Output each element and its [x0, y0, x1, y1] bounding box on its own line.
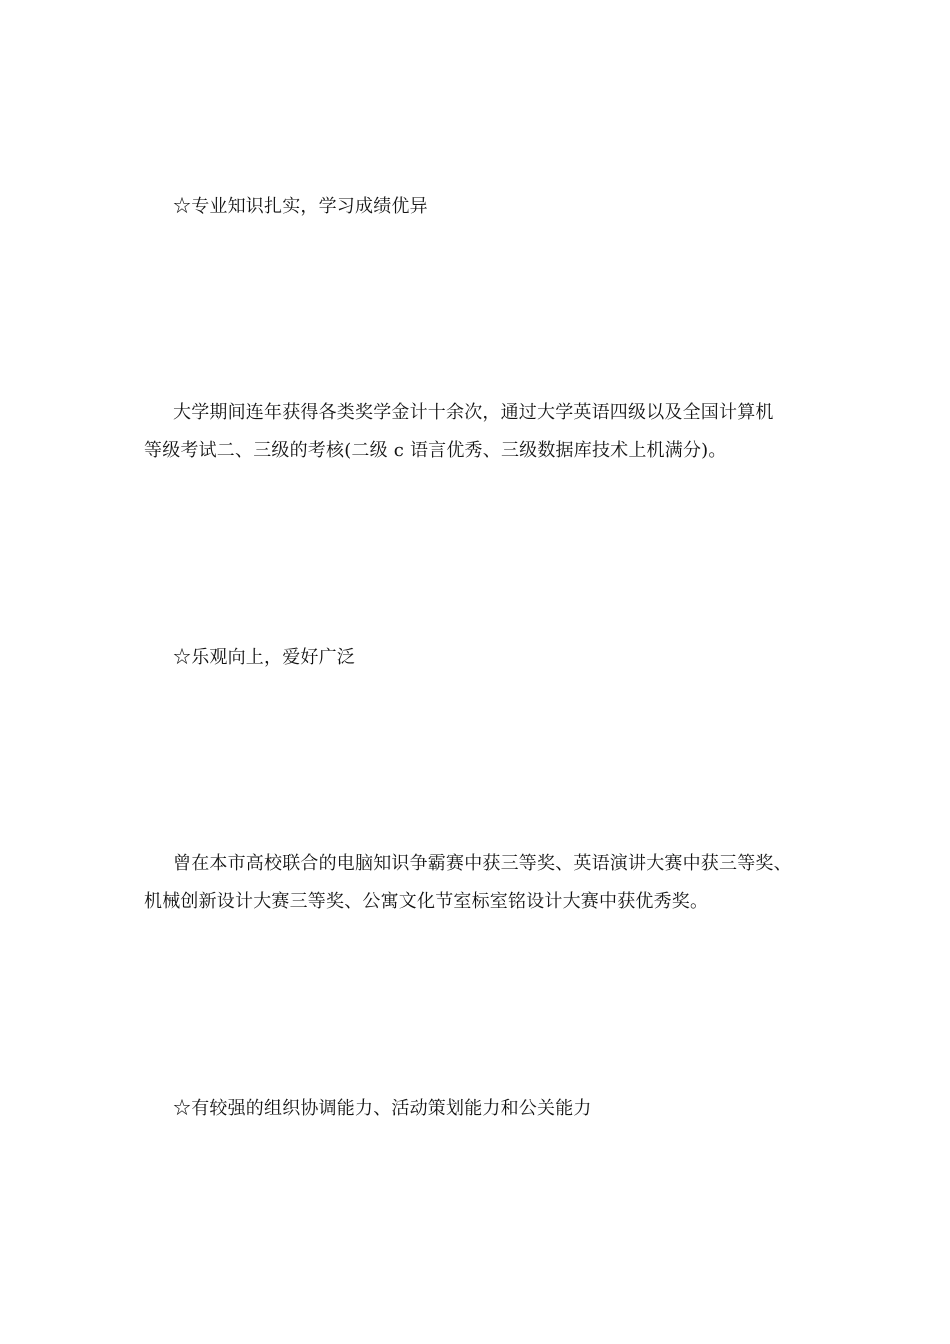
academics-paragraph-line-1: 大学期间连年获得各类奖学金计十余次，通过大学英语四级以及全国计算机	[173, 402, 774, 423]
section-heading-academics: ☆专业知识扎实，学习成绩优异	[173, 196, 428, 217]
awards-paragraph-line-2: 机械创新设计大赛三等奖、公寓文化节室标室铭设计大赛中获优秀奖。	[144, 891, 709, 912]
academics-paragraph-line-2: 等级考试二、三级的考核(二级 c 语言优秀、三级数据库技术上机满分)。	[144, 440, 727, 461]
awards-paragraph-line-1: 曾在本市高校联合的电脑知识争霸赛中获三等奖、英语演讲大赛中获三等奖、	[173, 853, 792, 874]
section-heading-skills: ☆有较强的组织协调能力、活动策划能力和公关能力	[173, 1098, 592, 1119]
section-heading-hobbies: ☆乐观向上，爱好广泛	[173, 647, 355, 668]
